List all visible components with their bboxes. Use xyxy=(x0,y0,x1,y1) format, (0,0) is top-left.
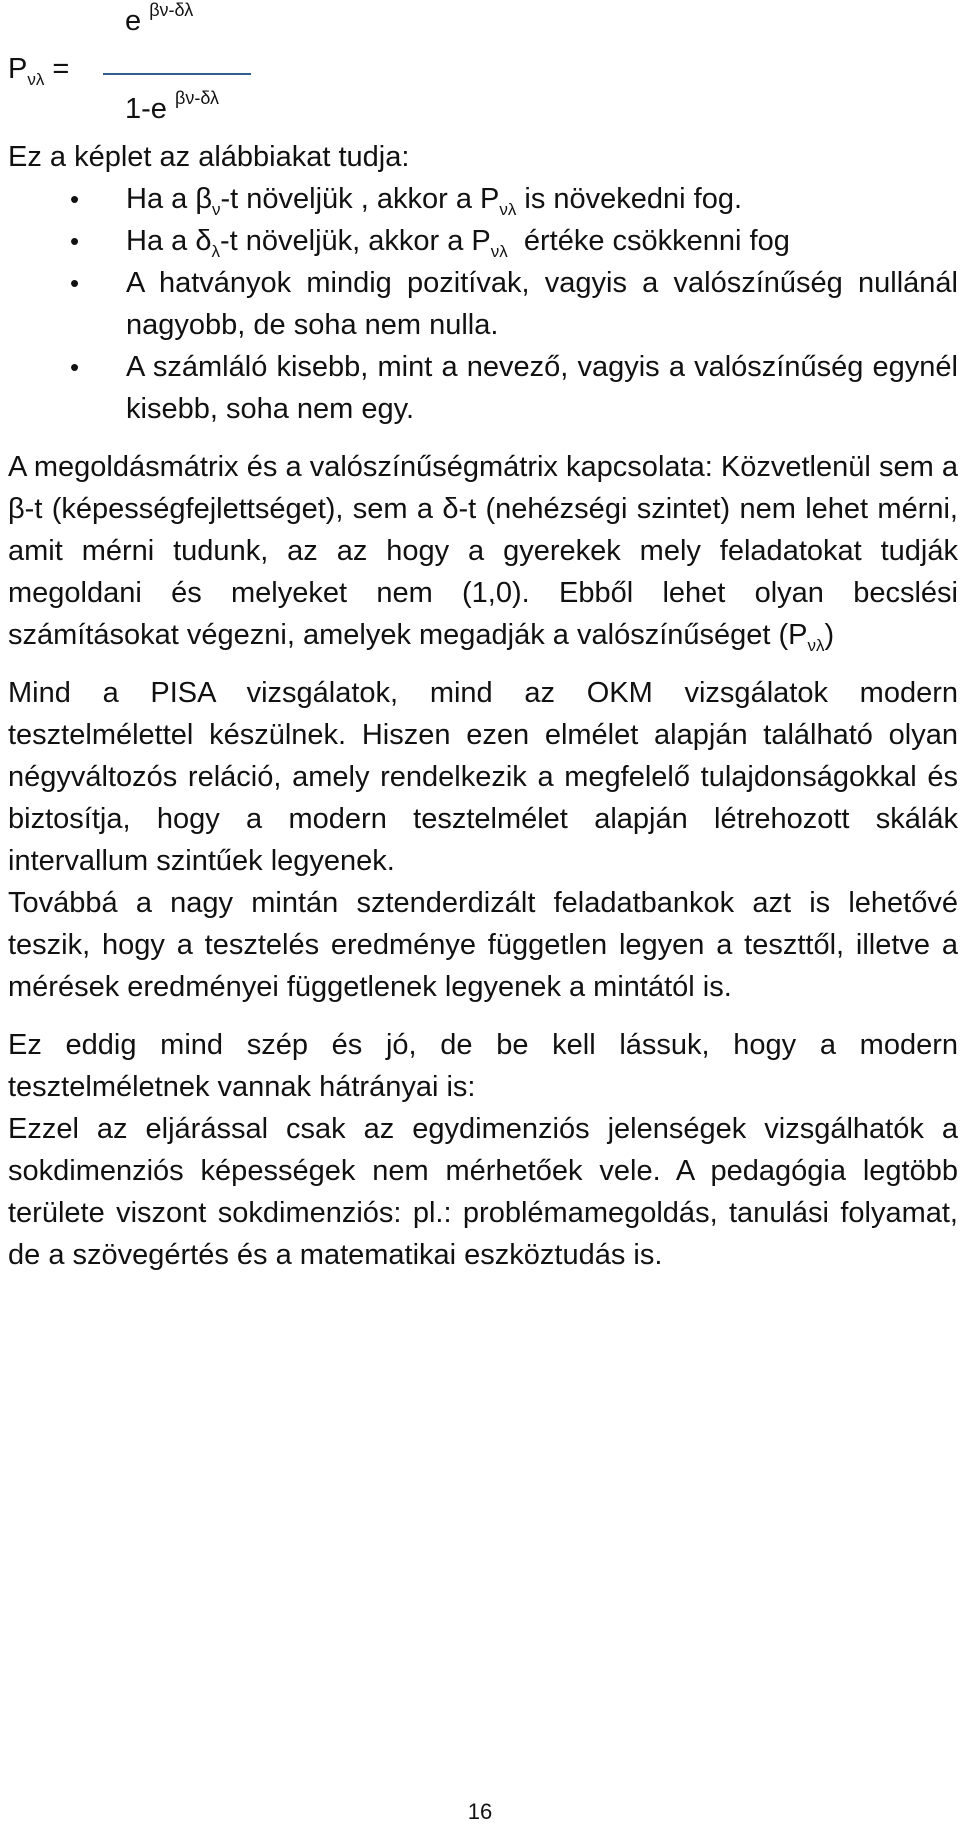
paragraph-text: A megoldásmátrix és a valószínűségmátrix kapcsolata: Közvetlenül sem a β-t (képességfejlettséget), sem a δ-t (nehézségi szintet) nem lehet mérni, amit mérni tudunk, az az hogy a gyerekek mely feladatokat tudják megoldani és melyeket nem (1,0). Ebből lehet olyan becslési számításokat végezni, amelyek megadják a valószínűséget (P xyxy=(8,451,958,651)
bullet-text: -t növeljük , akkor a P xyxy=(220,183,500,215)
page-number: 16 xyxy=(467,1799,493,1824)
bullet-text: értéke csökkenni fog xyxy=(507,225,790,257)
formula-lhs xyxy=(8,48,69,90)
subscript: νλ xyxy=(499,199,517,219)
bullet-text: Ha a β xyxy=(126,183,212,215)
numerator-base: e xyxy=(125,5,142,37)
list-item: • A hatványok mindig pozitívak, vagyis a valószínűség nullánál nagyobb, de soha nem nulla. xyxy=(8,262,958,346)
subscript: νλ xyxy=(490,241,508,261)
paragraph: Ezzel az eljárással csak az egydimenziós jelenségek vizsgálhatók a sokdimenziós képességek nem mérhetőek vele. A pedagógia legtöbb területe viszont sokdimenziós: pl.: problémamegoldás, tanulási folyamat, de a szövegértés és a matematikai eszköztudás is. xyxy=(8,1113,958,1271)
subscript: νλ xyxy=(807,635,825,655)
list-item: • A számláló kisebb, mint a nevező, vagyis a valószínűség egynél kisebb, soha nem egy. xyxy=(8,346,958,430)
paragraph: Mind a PISA vizsgálatok, mind az OKM vizsgálatok modern tesztelmélettel készülnek. Hiszen ezen elmélet alapján található olyan négyváltozós reláció, amely rendelkezik a megfelelő tulajdonságokkal és biztosítja, hogy a modern tesztelmélet alapján létrehozott skálák intervallum szintűek legyenek. xyxy=(8,677,958,877)
formula-denominator xyxy=(125,88,219,133)
paragraph: Ez eddig mind szép és jó, de be kell lássuk, hogy a modern tesztelméletnek vannak hátrányai is: xyxy=(8,1029,958,1103)
subscript: ν xyxy=(212,199,221,219)
list-item xyxy=(8,178,958,220)
list-item xyxy=(8,220,958,262)
property-list xyxy=(8,178,958,430)
subscript: λ xyxy=(211,241,220,261)
intro-line: Ez a képlet az alábbiakat tudja: xyxy=(8,141,410,173)
fraction-bar xyxy=(103,73,251,75)
paragraph: Továbbá a nagy mintán sztenderdizált feladatbankok azt is lehetővé teszik, hogy a tesztelés eredménye független legyen a teszttől, illetve a mérések eredményei függetlenek legyenek a mintától is. xyxy=(8,887,958,1003)
formula-lhs-base: P xyxy=(8,53,28,85)
page-body xyxy=(8,136,958,1276)
denominator-base: 1-e xyxy=(125,93,167,125)
bullet-text: is növekedni fog. xyxy=(516,183,743,215)
formula-numerator xyxy=(125,0,193,45)
bullet-text: Ha a δ xyxy=(126,225,212,257)
formula-equals: = xyxy=(44,53,70,85)
denominator-exponent: βν-δλ xyxy=(174,88,220,108)
numerator-exponent: βν-δλ xyxy=(149,0,194,20)
paragraph-text: ) xyxy=(824,619,835,651)
formula-lhs-subscript: νλ xyxy=(27,69,45,89)
bullet-text: -t növeljük, akkor a P xyxy=(219,225,491,257)
probability-formula xyxy=(0,0,960,130)
paragraph xyxy=(8,446,958,656)
